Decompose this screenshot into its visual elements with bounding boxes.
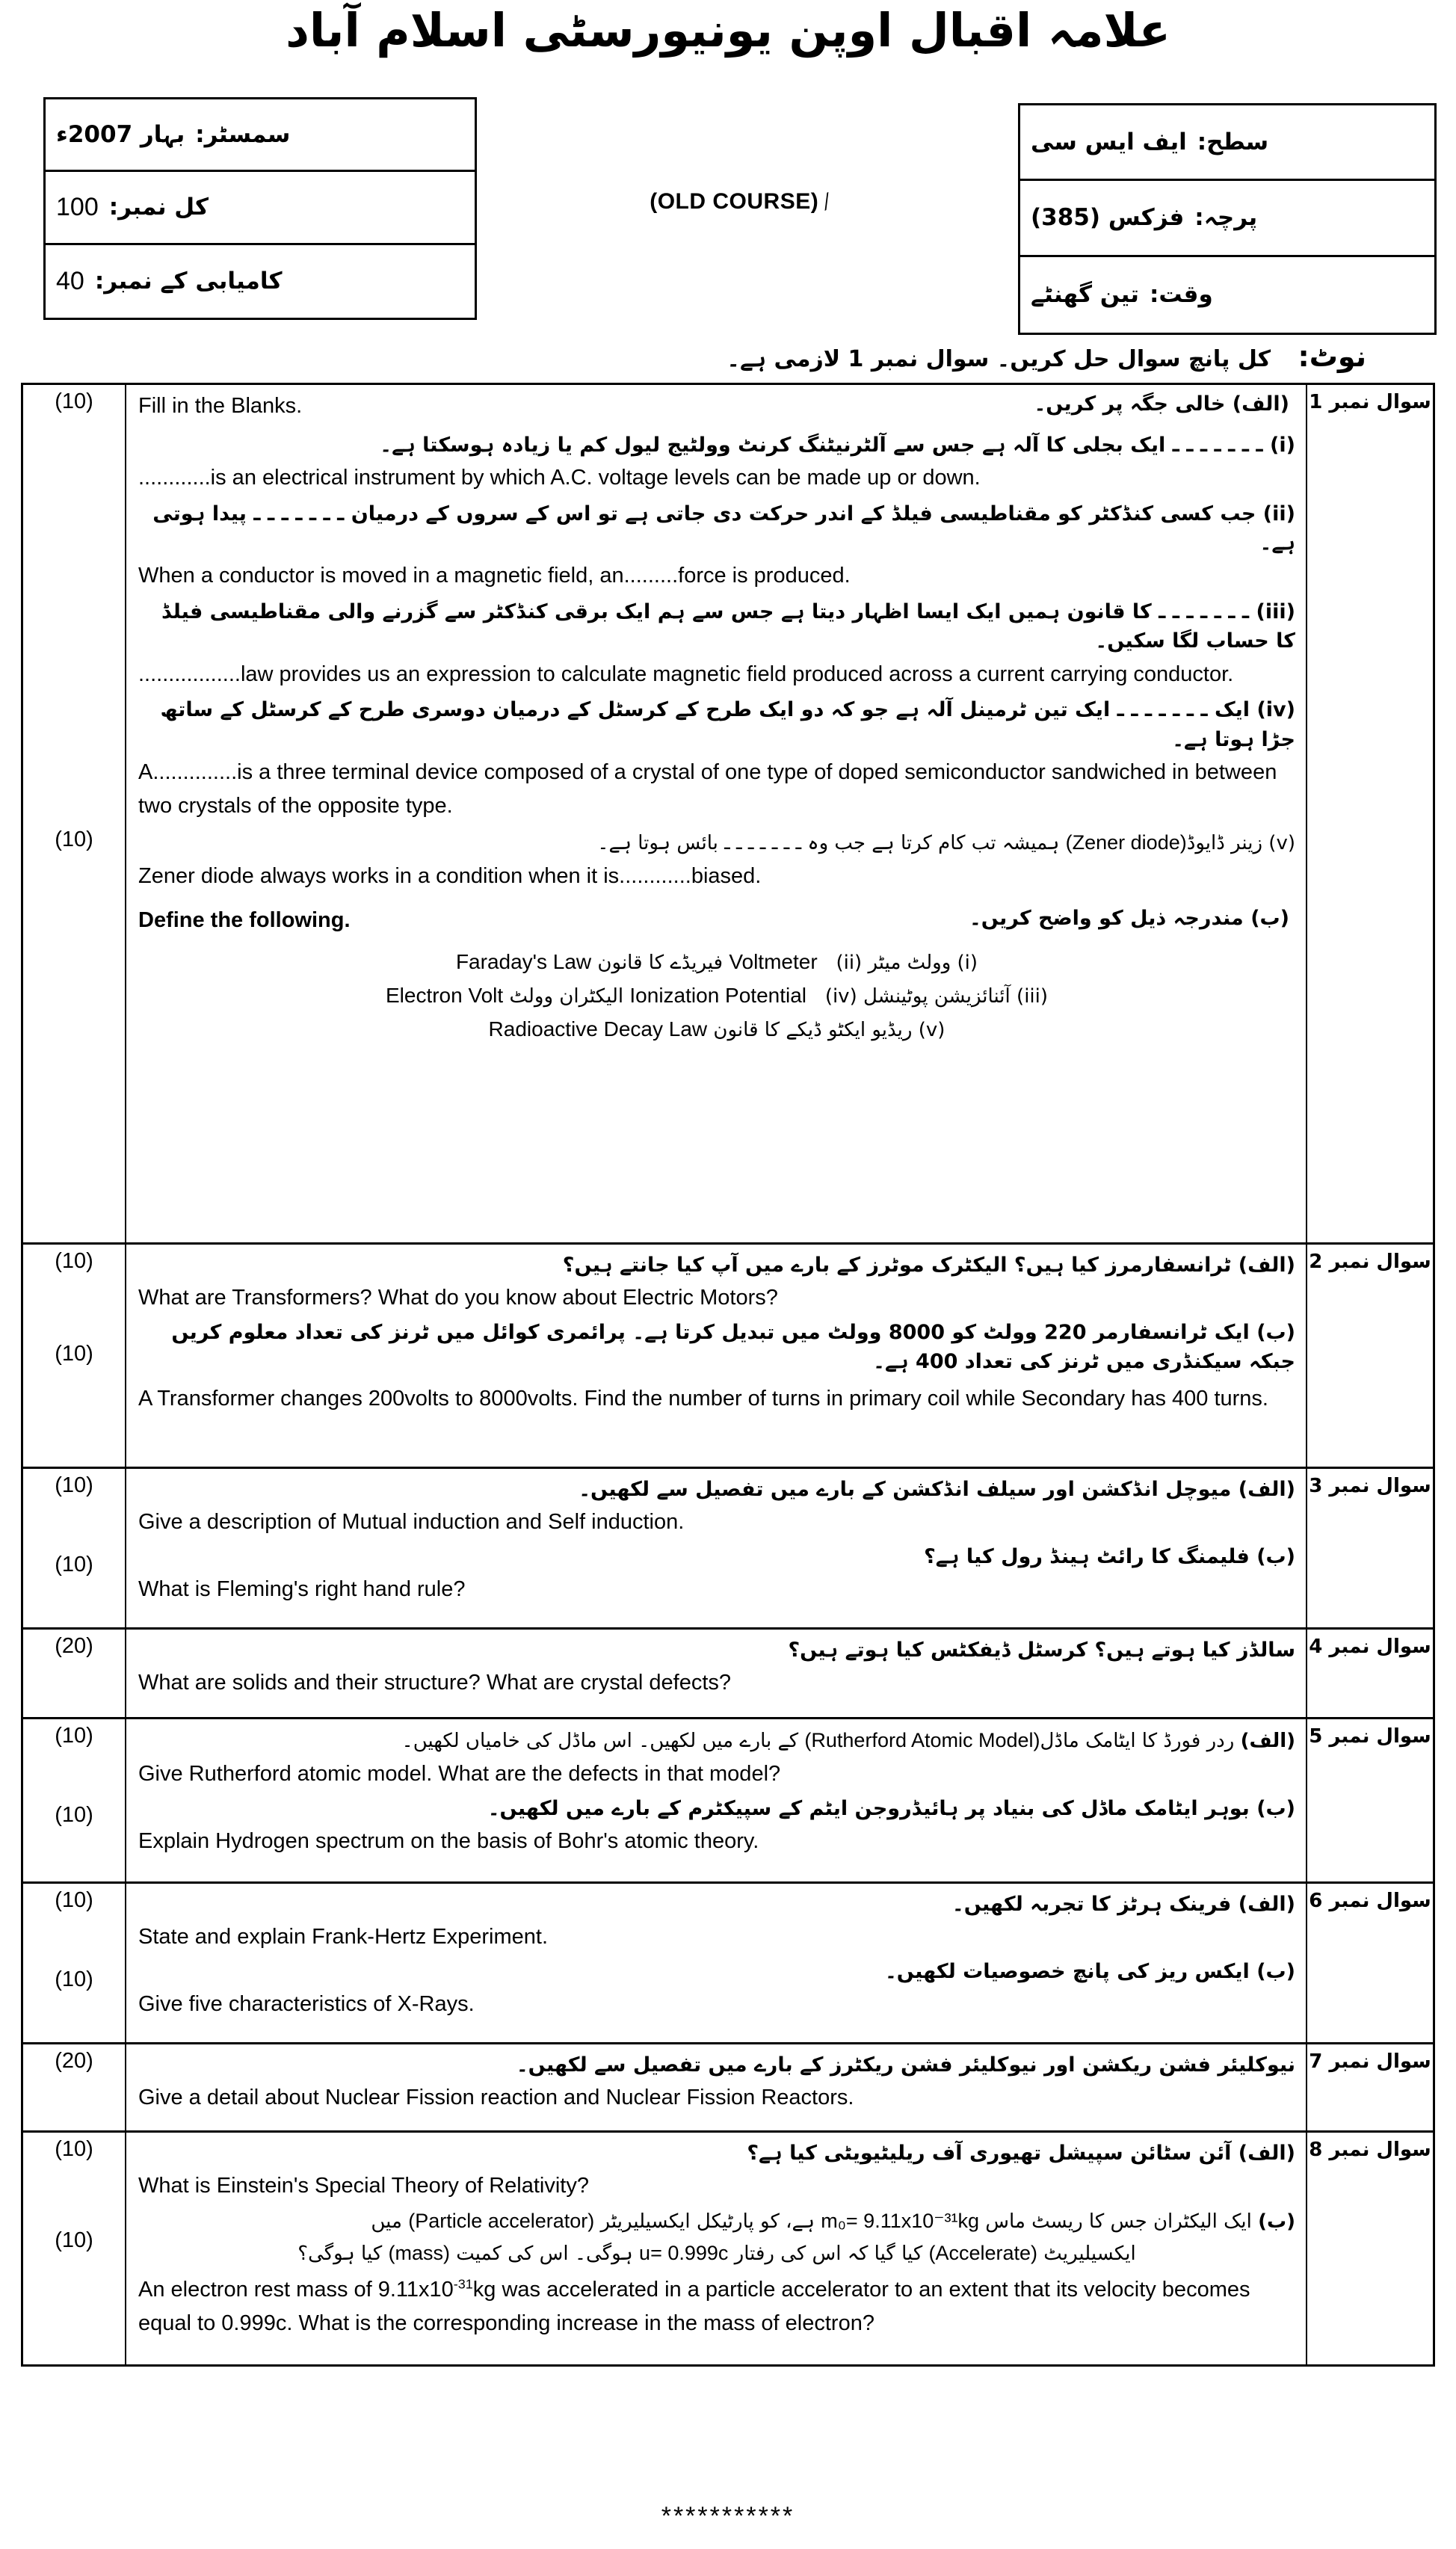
definition-marker: (i) (957, 952, 978, 975)
blank-item-iii-urdu (138, 597, 1295, 656)
question-number: سوال نمبر 2 (1309, 1251, 1431, 1273)
item-marker: (i) (1270, 433, 1295, 457)
blank-item-v-urdu (138, 827, 1295, 858)
time-value: تین گھنٹے (1031, 280, 1139, 308)
item-marker: (iii) (1256, 600, 1295, 624)
blank-item-iii-english: .................law provides us an expression to calculate magnetic field produced across a current carrying conductor. (138, 662, 1234, 686)
part-b-urdu-text: فلیمنگ کا رائٹ ہینڈ رول کیا ہے؟ (924, 1545, 1250, 1569)
velocity-equation: u= 0.999c (639, 2242, 729, 2265)
part-b-label: (ب) (1256, 1960, 1295, 1984)
part-b-urdu-pre: ایک الیکٹران جس کا ریسٹ ماس (985, 2210, 1252, 2234)
marks-column (23, 1630, 126, 1717)
part-b-urdu (138, 1318, 1295, 1376)
part-a-urdu (302, 389, 1295, 419)
total-marks-row (46, 172, 475, 244)
question-row (23, 1630, 1433, 1719)
part-a-english: Fill in the Blanks. (138, 394, 303, 418)
marks-value: (20) (55, 1634, 93, 1658)
part-b-label: (ب) (1256, 1321, 1295, 1345)
definitions-line-2 (138, 979, 1295, 1013)
part-b-urdu (138, 1957, 1295, 1986)
semester-value: بہار 2007ء (56, 120, 185, 148)
question-row (23, 1245, 1433, 1469)
instructions-note (0, 340, 1411, 373)
definition-urdu: فیریڈے کا قانون (597, 952, 724, 975)
rutherford-model-term: (Rutherford Atomic Model) (804, 1729, 1040, 1751)
marks-value: (10) (55, 2137, 93, 2161)
question-row (23, 2044, 1433, 2133)
blank-item-iv-english: A..............is a three terminal device composed of a crystal of one type of doped semiconductor sandwiched in between two crystals of the opposite type. (138, 759, 1277, 818)
footer-separator: *********** (661, 2502, 795, 2530)
part-a-urdu-post: کے بارے میں لکھیں۔ اس ماڈل کی خامیاں لکھیں۔ (401, 1730, 799, 1752)
part-a-english: State and explain Frank-Hertz Experiment. (138, 1925, 549, 1949)
marks-column (23, 1719, 126, 1881)
definition-english: Ionization Potential (629, 984, 807, 1008)
marks-value: (10) (55, 827, 93, 851)
semester-row (46, 99, 475, 172)
paper-row (1020, 181, 1434, 256)
level-row (1020, 105, 1434, 181)
blank-item-i-urdu (138, 431, 1295, 460)
semester-label: سمسٹر: (195, 121, 291, 149)
part-b-english-text: An electron rest mass of $9.11x10^{-31}kg$ was accelerated in a particle accelerator to an extent that its velocity becomes equal to 0.999c. What is the corresponding increase in the mass of electron? (138, 2276, 1250, 2336)
part-b-urdu (138, 1542, 1295, 1571)
exam-meta-left-box (43, 97, 477, 320)
part-b-label: (ب) (1256, 1545, 1295, 1569)
part-a-urdu-text: آئن سٹائن سپیشل تھیوری آف ریلیٹیویٹی کیا ہے؟ (747, 2142, 1232, 2165)
item-marker: (ii) (1262, 502, 1295, 526)
part-b-urdu-line1 (138, 2206, 1295, 2237)
definition-english: Voltmeter (729, 950, 818, 974)
time-row (1020, 257, 1434, 333)
question-number: سوال نمبر 3 (1309, 1475, 1431, 1497)
zener-diode-term: (Zener diode) (1065, 830, 1187, 854)
part-a-urdu (138, 1890, 1295, 1919)
marks-value: (10) (55, 1342, 93, 1366)
check-mark-icon: ∕ (821, 189, 836, 214)
item-urdu-text: ـ ـ ـ ـ ـ ـ ـ کا قانون ہمیں ایک ایسا اظہار دیتا ہے جس سے ہم ایک برقی کنڈکٹر سے گزرنے والی مقناطیسی فیلڈ کا حساب لگا سکیں۔ (161, 600, 1295, 653)
part-a-urdu-text: خالی جگہ پر کریں۔ (1034, 392, 1226, 416)
question-number: سوال نمبر 6 (1309, 1890, 1431, 1912)
part-a-urdu-pre: ردر فورڈ کا ایٹامک ماڈل (1040, 1730, 1235, 1752)
question-number: سوال نمبر 4 (1309, 1636, 1431, 1658)
marks-value: (10) (55, 1967, 93, 1991)
item-urdu-text: جب کسی کنڈکٹر کو مقناطیسی فیلڈ کے اندر حرکت دی جاتی ہے تو اس کے سروں کے درمیان ـ ـ ـ ـ ـ ـ ـ پیدا ہوتی ہے۔ (152, 502, 1295, 555)
part-a-urdu (138, 2139, 1295, 2168)
question-row (23, 1884, 1433, 2044)
definition-urdu: الیکٹران وولٹ (509, 985, 624, 1008)
part-b-english: What is Fleming's right hand rule? (138, 1577, 466, 1602)
time-label: وقت: (1149, 281, 1213, 309)
question-urdu-end: کیا ہوگی؟ (297, 2243, 383, 2266)
part-b-english (138, 2273, 1295, 2340)
question-body (126, 1884, 1307, 2042)
part-a-urdu (138, 1475, 1295, 1504)
level-label: سطح: (1197, 129, 1269, 156)
definition-urdu: وولٹ میٹر (868, 952, 951, 975)
question-urdu: نیوکلیئر فشن ریکشن اور نیوکلیئر فشن ریکٹرز کے بارے میں تفصیل سے لکھیں۔ (516, 2053, 1295, 2077)
part-b-english: A Transformer changes 200volts to 8000volts. Find the number of turns in primary coil while Secondary has 400 turns. (138, 1387, 1268, 1411)
definition-marker: (iii) (1017, 985, 1049, 1008)
paper-value: فزکس (385) (1031, 204, 1185, 231)
part-b-urdu-mid: ہے، کو پارٹیکل ایکسیلیریٹر (600, 2210, 815, 2234)
part-b-urdu-post: میں (371, 2210, 402, 2234)
question-number: سوال نمبر 5 (1309, 1725, 1431, 1748)
part-b-urdu-line2 (138, 2238, 1295, 2269)
rest-mass-equation: m₀= 9.11x10⁻³¹kg (821, 2210, 980, 2233)
total-marks-value: 100 (56, 192, 99, 221)
accelerate-term: (Accelerate) (928, 2242, 1038, 2265)
question-row (23, 1719, 1433, 1884)
part-a-english: What are Transformers? What do you know about Electric Motors? (138, 1286, 778, 1310)
blank-item-ii-english: When a conductor is moved in a magnetic field, an.........force is produced. (138, 564, 851, 588)
blank-item-ii-urdu (138, 499, 1295, 558)
part-a-label: (الف) (1238, 1893, 1295, 1916)
part-a-urdu (138, 1251, 1295, 1280)
university-title: علامہ اقبال اوپن یونیورسٹی اسلام آباد (286, 3, 1170, 58)
accelerate-urdu: ایکسیلیریٹ (1043, 2243, 1136, 2266)
question-body (126, 1469, 1307, 1627)
paper-label: پرچہ: (1194, 204, 1258, 232)
question-english: What are solids and their structure? What are crystal defects? (138, 1671, 732, 1695)
item-marker: (iv) (1256, 698, 1295, 722)
part-b-label: (ب) (1258, 2210, 1295, 2234)
marks-column (23, 1245, 126, 1467)
part-b-urdu (138, 1794, 1295, 1823)
part-a-urdu-text: میوچل انڈکشن اور سیلف انڈکشن کے بارے میں تفصیل سے لکھیں۔ (579, 1478, 1232, 1501)
question-body (126, 385, 1307, 1242)
total-marks-label: کل نمبر: (108, 194, 209, 221)
marks-value: (10) (55, 1888, 93, 1912)
question-urdu: سالڈز کیا ہوتے ہیں؟ کرسٹل ڈیفکٹس کیا ہوتے ہیں؟ (788, 1639, 1295, 1662)
marks-value: (10) (55, 389, 93, 413)
definition-marker: (iv) (824, 985, 857, 1008)
marks-value: (10) (55, 1803, 93, 1827)
blank-item-i-english: ............is an electrical instrument by which A.C. voltage levels can be made up or down. (138, 466, 981, 490)
part-b-english: Define the following. (138, 907, 351, 932)
pass-marks-value: 40 (56, 266, 84, 295)
part-a-english: What is Einstein's Special Theory of Relativity? (138, 2174, 589, 2198)
part-a-label: (الف) (1238, 1478, 1295, 1501)
definitions-line-3 (138, 1013, 1295, 1047)
part-b-english: Explain Hydrogen spectrum on the basis of Bohr's atomic theory. (138, 1829, 759, 1854)
marks-value: (10) (55, 1473, 93, 1497)
question-number: سوال نمبر 1 (1309, 391, 1431, 413)
mass-urdu: ہوگی۔ اس کی کمیت (456, 2243, 633, 2266)
item-urdu-post: ہمیشہ تب کام کرتا ہے جب وہ ـ ـ ـ ـ ـ ـ ـ بائس ہوتا ہے۔ (597, 831, 1060, 854)
part-b-label: (ب) (1250, 906, 1289, 930)
part-a-label: (الف) (1238, 1254, 1295, 1277)
marks-column (23, 2044, 126, 2130)
question-row (23, 385, 1433, 1245)
question-body (126, 2044, 1307, 2130)
part-b-urdu-text: ایکس ریز کی پانچ خصوصیات لکھیں۔ (884, 1960, 1250, 1984)
marks-column (23, 2133, 126, 2364)
part-a-urdu (138, 1725, 1295, 1756)
question-number: سوال نمبر 8 (1309, 2139, 1431, 2161)
old-course-text: (OLD COURSE) (650, 189, 819, 214)
definition-marker: (ii) (836, 952, 863, 975)
definition-english: Electron Volt (385, 984, 504, 1008)
note-text: کل پانچ سوال حل کریں۔ سوال نمبر 1 لازمی ہے۔ (727, 346, 1271, 372)
marks-column (23, 1884, 126, 2042)
velocity-urdu: کیا گیا کہ اس کی رفتار (734, 2243, 923, 2266)
blank-item-v-english: Zener diode always works in a condition when it is............biased. (138, 863, 762, 888)
particle-accelerator-term: (Particle accelerator) (408, 2210, 595, 2233)
marks-column (23, 1469, 126, 1627)
marks-value: (10) (55, 1724, 93, 1748)
pass-marks-row (46, 245, 475, 318)
definition-english: Faraday's Law (455, 950, 592, 974)
definition-urdu: ریڈیو ایکٹو ڈیکے کا قانون (713, 1019, 913, 1042)
part-b-urdu-text: مندرجہ ذیل کو واضح کریں۔ (969, 906, 1244, 930)
part-a-urdu-text: فرینک ہرٹز کا تجربہ لکھیں۔ (951, 1893, 1232, 1916)
definition-marker: (v) (918, 1019, 946, 1042)
definition-english: Radioactive Decay Law (488, 1017, 708, 1041)
level-value: ایف ایس سی (1031, 128, 1187, 155)
question-body (126, 1630, 1307, 1717)
marks-value: (10) (55, 2228, 93, 2252)
questions-table (21, 383, 1435, 2367)
part-b-english: Give five characteristics of X-Rays. (138, 1992, 475, 2017)
part-a-urdu-text: ٹرانسفارمرز کیا ہیں؟ الیکٹرک موٹرز کے بارے میں آپ کیا جانتے ہیں؟ (562, 1254, 1232, 1277)
question-body (126, 1719, 1307, 1881)
definitions-line-1 (138, 946, 1295, 979)
marks-value: (10) (55, 1249, 93, 1273)
blank-item-iv-urdu (138, 695, 1295, 753)
item-urdu-pre: زینر ڈایوڈ (1186, 831, 1263, 854)
part-b-urdu-text: بوہر ایٹامک ماڈل کی بنیاد پر ہائیڈروجن ایٹم کے سپیکٹرم کے بارے میں لکھیں۔ (487, 1796, 1250, 1820)
question-body (126, 1245, 1307, 1467)
part-b-urdu-text: ایک ٹرانسفارمر 220 وولٹ کو 8000 وولٹ میں تبدیل کرتا ہے۔ پرائمری کوائل میں ٹرنز کی تعداد معلوم کریں جبکہ سیکنڈری میں ٹرنز کی تعداد 400 ہے۔ (171, 1321, 1295, 1374)
item-urdu-text: ـ ـ ـ ـ ـ ـ ـ ایک بجلی کا آلہ ہے جس سے آلٹرنیٹنگ کرنٹ وولٹیج لیول کم یا زیادہ ہوسکتا ہے۔ (380, 433, 1263, 457)
part-a-label: (الف) (1238, 2142, 1295, 2165)
mass-term: (mass) (388, 2242, 450, 2265)
part-a-label: (الف) (1232, 392, 1289, 416)
question-number: سوال نمبر 7 (1309, 2050, 1431, 2073)
item-urdu-text: ایک ـ ـ ـ ـ ـ ـ ـ ایک تین ٹرمینل آلہ ہے جو کہ دو ایک طرح کے کرسٹل کے درمیان دوسری طرح کے کرسٹل کے ساتھ جڑا ہوتا ہے۔ (160, 698, 1295, 751)
definition-urdu: آئنائزیشن پوٹینشل (863, 985, 1011, 1008)
part-b-urdu (351, 904, 1295, 933)
marks-value: (20) (55, 2049, 93, 2073)
question-row (23, 1469, 1433, 1630)
part-a-english: Give a description of Mutual induction and Self induction. (138, 1510, 685, 1535)
question-row (23, 2133, 1433, 2364)
old-course-label (568, 189, 912, 215)
question-body (126, 2133, 1307, 2364)
exam-meta-right-box (1018, 103, 1437, 335)
marks-column (23, 385, 126, 1242)
part-a-english: Give Rutherford atomic model. What are the defects in that model? (138, 1762, 781, 1786)
pass-marks-label: کامیابی کے نمبر: (94, 268, 283, 295)
part-a-label: (الف) (1240, 1730, 1295, 1752)
note-label: نوٹ: (1298, 340, 1366, 373)
marks-value: (10) (55, 1553, 93, 1576)
item-marker: (v) (1268, 831, 1295, 854)
question-english: Give a detail about Nuclear Fission reaction and Nuclear Fission Reactors. (138, 2086, 854, 2110)
part-b-label: (ب) (1256, 1796, 1295, 1820)
